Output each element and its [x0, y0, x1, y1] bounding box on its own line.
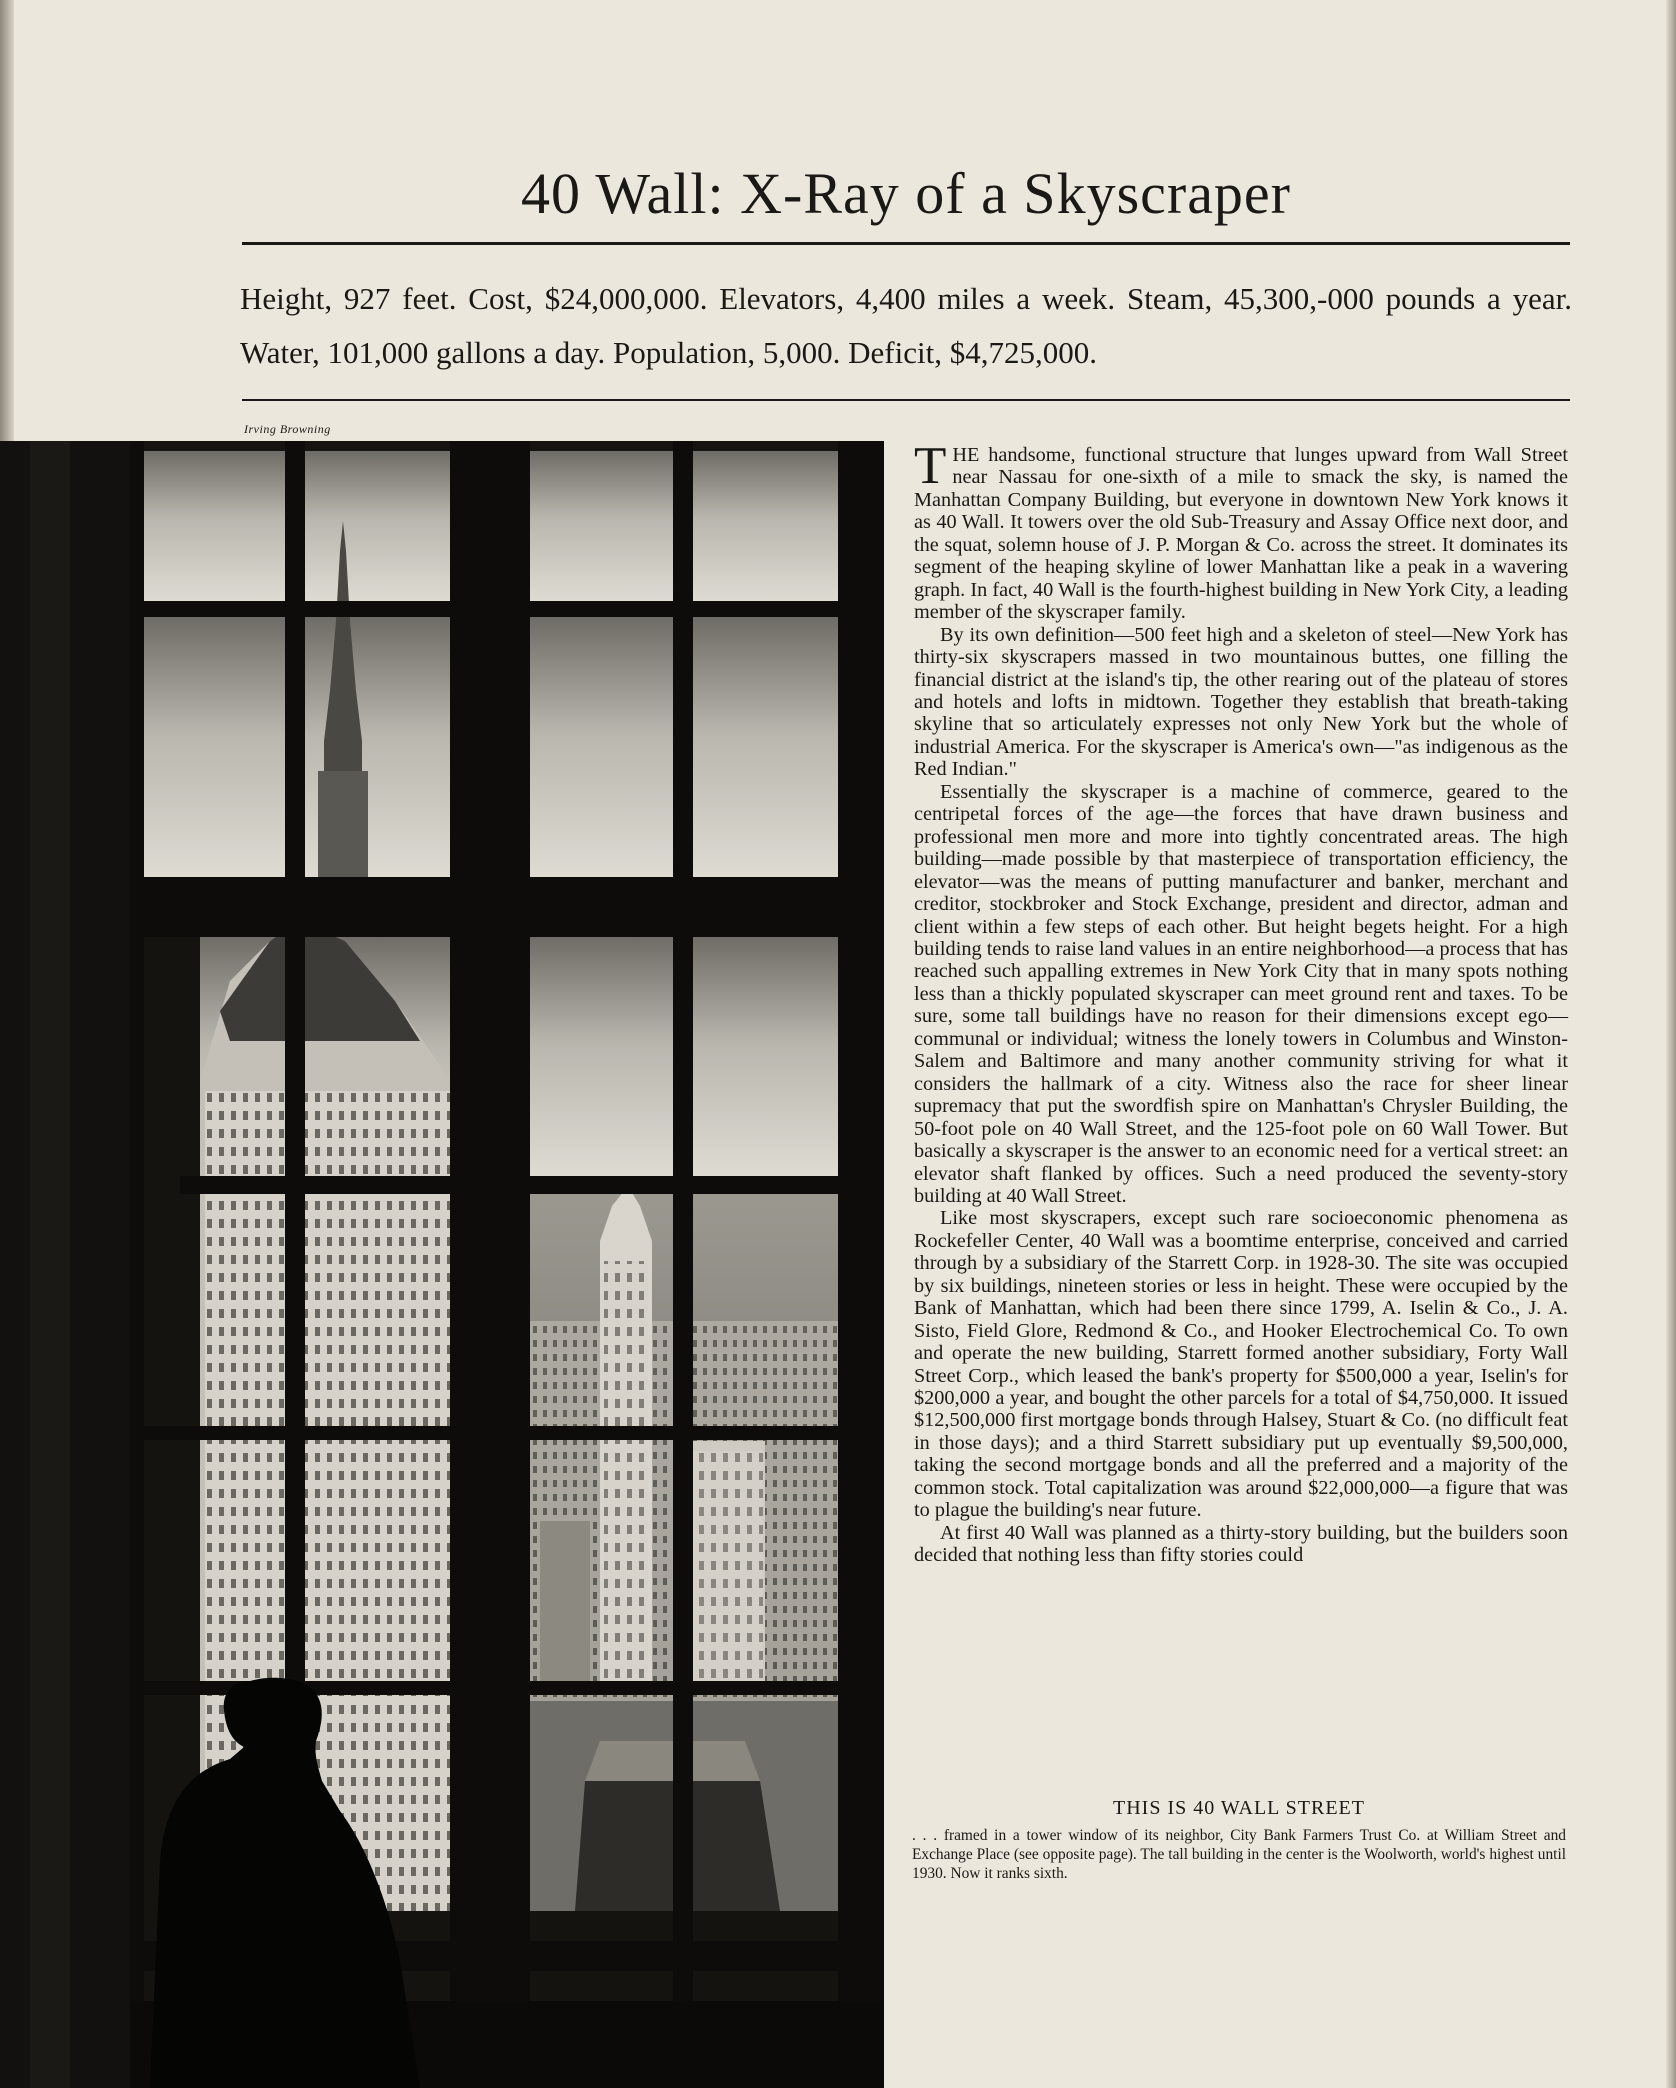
caption-title: THIS IS 40 WALL STREET	[1113, 1797, 1365, 1819]
title-rule	[242, 242, 1570, 245]
article-paragraph-3: Essentially the skyscraper is a machine of commerce, geared to the centripetal forces of the age—the forces that have drawn business and professional men more and more into tightly concentrated areas. The high building—made possible by that masterpiece of transportation efficiency, the elevator—was the means of putting manufacturer and banker, merchant and creditor, stockbroker and Stock Exchange, president and director, adman and client within a few steps of each other. But height begets height. For a high building tends to raise land values in an entire neighborhood—a process that has reached such appalling extremes in New York City that in many spots nothing less than a thickly populated skyscraper can meet ground rent and taxes. To be sure, some tall buildings have no reason for their dimensions except ego—communal or individual; witness the lonely towers in Columbus and Winston-Salem and Baltimore and many another community striving for what it considers the hallmark of a city. Witness also the race for sheer linear supremacy that put the swordfish spire on Manhattan's Chrysler Building, the 50-foot pole on 40 Wall Street, and the 125-foot pole on 60 Wall Tower. But basically a skyscraper is the answer to an economic need for a vertical street: an elevator shaft flanked by offices. Such a need produced the seventy-story building at 40 Wall Street.	[914, 780, 1568, 1207]
window-photograph	[0, 441, 884, 2088]
article-body	[914, 437, 1568, 1567]
article-deck: Height, 927 feet. Cost, $24,000,000. Elevators, 4,400 miles a week. Steam, 45,300,-000 pounds a year. Water, 101,000 gallons a day. Population, 5,000. Deficit, $4,725,000.	[240, 281, 1572, 370]
drop-cap: T	[914, 437, 947, 495]
page-edge-right	[1666, 0, 1676, 2088]
paragraph-1-text: HE handsome, functional structure that lunges upward from Wall Street near Nassau for one-sixth of a mile to smack the sky, is named the Manhattan Company Building, but everyone in downtown New York knows it as 40 Wall. It towers over the old Sub-Treasury and Assay Office next door, and the squat, solemn house of J. P. Morgan & Co. across the street. It dominates its segment of the heaping skyline of lower Manhattan like a peak in a wavering graph. In fact, 40 Wall is the fourth-highest building in New York City, a leading member of the skyscraper family.	[914, 444, 1568, 624]
article-title: 40 Wall: X-Ray of a Skyscraper	[520, 161, 1291, 226]
caption-body: . . . framed in a tower window of its neighbor, City Bank Farmers Trust Co. at William Street and Exchange Place (see opposite page). The tall building in the center is the Woolworth, world's highest until 1930. Now it ranks sixth.	[912, 1827, 1566, 1882]
photo-credit: Irving Browning	[244, 422, 331, 436]
deck-rule	[242, 399, 1570, 401]
article-paragraph-1	[914, 437, 1568, 624]
article-paragraph-4: Like most skyscrapers, except such rare socioeconomic phenomena as Rockefeller Center, 40 Wall was a boomtime enterprise, conceived and carried through by a subsidiary of the Starrett Corp. in 1928-30. The site was occupied by six buildings, nineteen stories or less in height. These were occupied by the Bank of Manhattan, which had been there since 1799, A. Iselin & Co., J. A. Sisto, Field Glore, Redmond & Co., and Hooker Electrochemical Co. To own and operate the new building, Starrett formed another subsidiary, Forty Wall Street Corp., which leased the bank's property for $500,000 a year, Iselin's for $200,000 a year, and bought the other parcels for a total of $4,750,000. It issued $12,500,000 first mortgage bonds through Halsey, Stuart & Co. (no difficult feat in those days); and a third Starrett subsidiary put up eventually $9,500,000, taking the second mortgage bonds and all the preferred and a majority of the common stock. Total capitalization was around $22,000,000—a figure that was to plague the building's near future.	[914, 1207, 1568, 1522]
article-paragraph-2: By its own definition—500 feet high and a skeleton of steel—New York has thirty-six skyscrapers massed in two mountainous buttes, one filling the financial district at the island's tip, the other rearing out of the plateau of stores and hotels and lofts in midtown. Together they establish that breath-taking skyline that so articulately expresses not only New York but the whole of industrial America. For the skyscraper is America's own—"as indigenous as the Red Indian."	[914, 623, 1568, 781]
article-paragraph-5: At first 40 Wall was planned as a thirty-story building, but the builders soon decided that nothing less than fifty stories could	[914, 1521, 1568, 1567]
